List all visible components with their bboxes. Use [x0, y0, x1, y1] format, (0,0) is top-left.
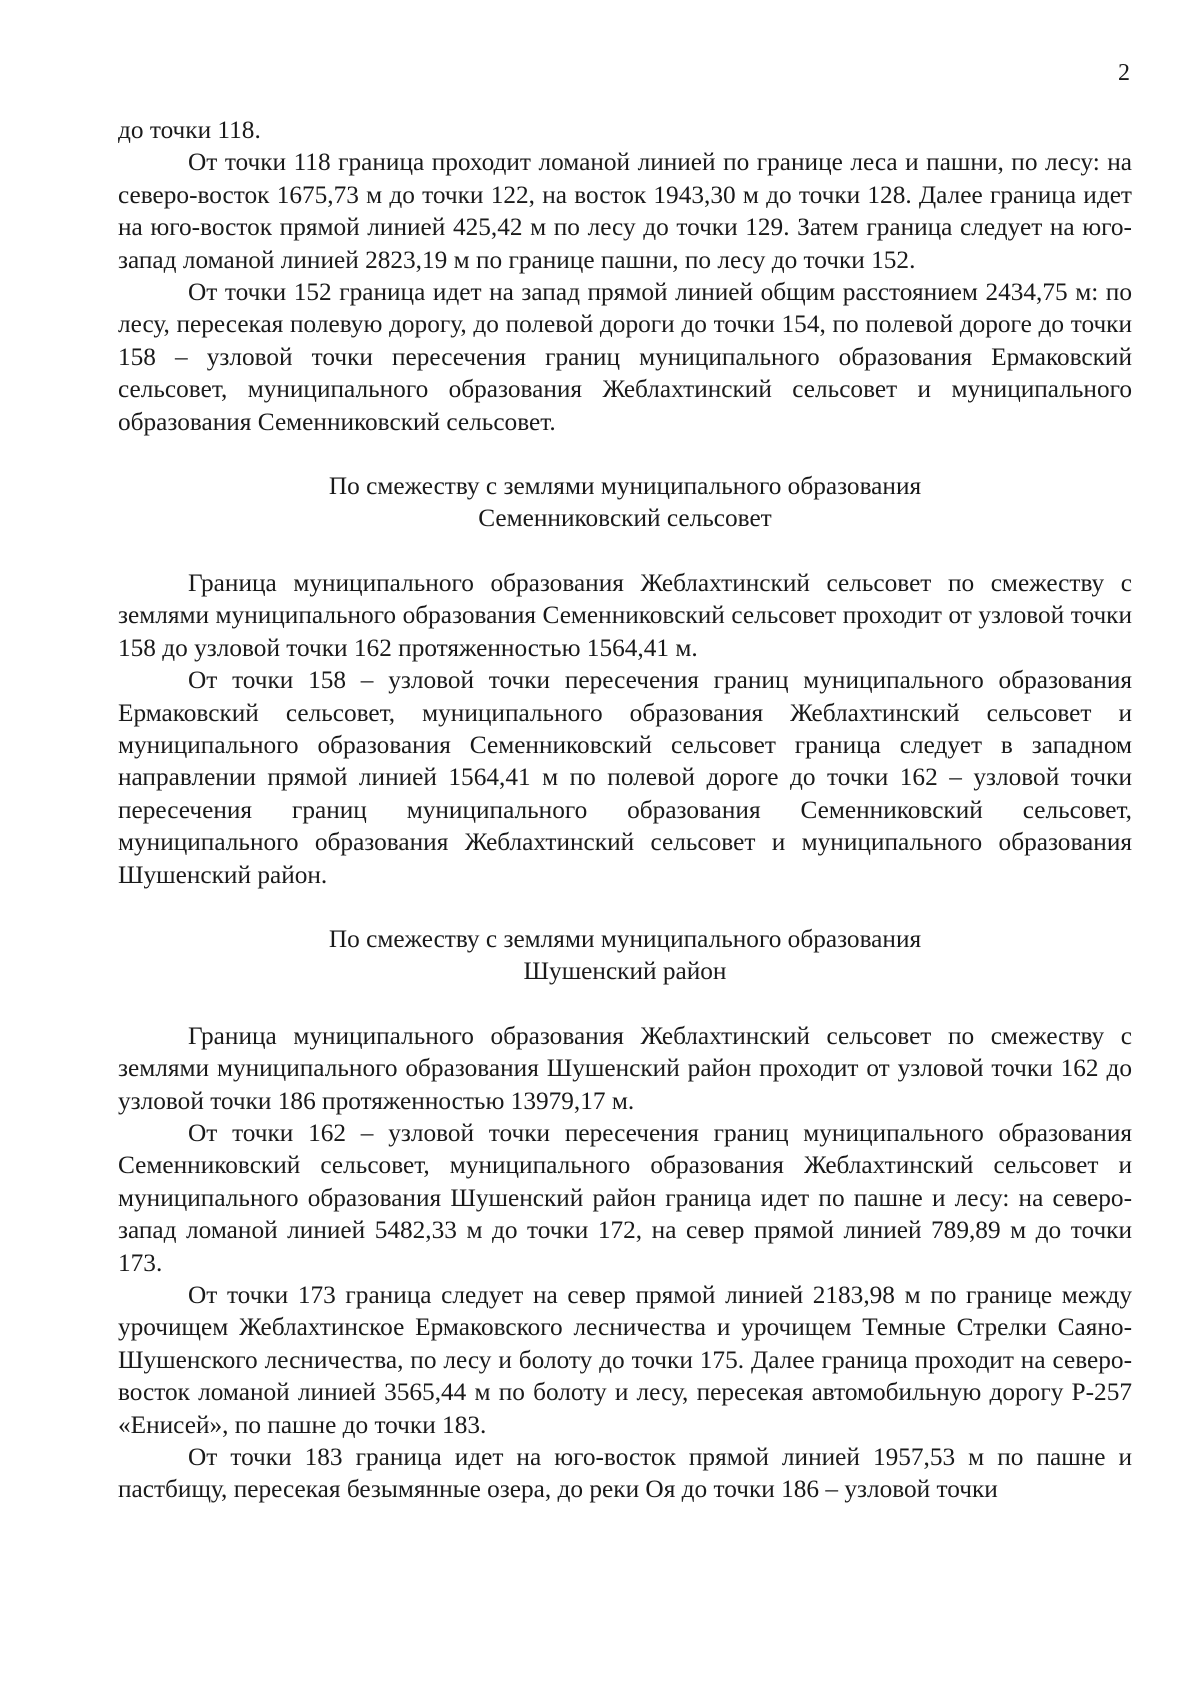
- section-heading-line: По смежеству с землями муниципального образования: [328, 472, 922, 501]
- document-body: [118, 114, 1132, 1506]
- page-number: 2: [1118, 60, 1130, 86]
- paragraph: Граница муниципального образования Жеблахтинский сельсовет по смежеству с землями муниципального образования Семенниковский сельсовет проходит от узловой точки 158 до узловой точки 162 протяженностью 1564,41 м.: [118, 568, 1132, 662]
- paragraph: От точки 183 граница идет на юго-восток прямой линией 1957,53 м по пашне и пастбищу, пересекая безымянные озера, до реки Оя до точки 186 – узловой точки: [118, 1443, 1132, 1504]
- section-heading: [118, 470, 1132, 535]
- paragraph: до точки 118.: [118, 116, 261, 144]
- section-heading-line: По смежеству с землями муниципального образования: [328, 924, 922, 953]
- section-heading-line: Семенниковский сельсовет: [478, 504, 772, 533]
- spacer: [118, 891, 1132, 923]
- paragraph: От точки 152 граница идет на запад прямой линией общим расстоянием 2434,75 м: по лесу, пересекая полевую дорогу, до полевой дороги до точки 154, по полевой дороге до точки 158 – узловой точки пересечения границ муниципального образования Ермаковский сельсовет, муниципального образования Жеблахтинский сельсовет и муниципального образования Семенниковский сельсовет.: [118, 278, 1132, 436]
- section-heading-line: Шушенский район: [523, 957, 727, 986]
- paragraph: От точки 173 граница следует на север прямой линией 2183,98 м по границе между урочищем Жеблахтинское Ермаковского лесничества и урочищем Темные Стрелки Саяно-Шушенского лесничества, по лесу и болоту до точки 175. Далее граница проходит на северо-восток ломаной линией 3565,44 м по болоту и лесу, пересекая автомобильную дорогу Р-257 «Енисей», по пашне до точки 183.: [118, 1281, 1132, 1439]
- paragraph: От точки 162 – узловой точки пересечения границ муниципального образования Семенниковский сельсовет, муниципального образования Жеблахтинский сельсовет и муниципального образования Шушенский район граница идет по пашне и лесу: на северо-запад ломаной линией 5482,33 м до точки 172, на север прямой линией 789,89 м до точки 173.: [118, 1118, 1132, 1277]
- spacer: [118, 988, 1132, 1020]
- paragraph: От точки 158 – узловой точки пересечения границ муниципального образования Ермаковский сельсовет, муниципального образования Жеблахтинский сельсовет и муниципального образования Семенниковский сельсовет граница следует в западном направлении прямой линией 1564,41 м по полевой дороге до точки 162 – узловой точки пересечения границ муниципального образования Семенниковский сельсовет, муниципального образования Жеблахтинский сельсовет и муниципального образования Шушенский район.: [118, 666, 1132, 889]
- spacer: [118, 438, 1132, 470]
- paragraph: Граница муниципального образования Жеблахтинский сельсовет по смежеству с землями муниципального образования Шушенский район проходит от узловой точки 162 до узловой точки 186 протяженностью 13979,17 м.: [118, 1021, 1132, 1115]
- section-heading: [118, 923, 1132, 988]
- spacer: [118, 535, 1132, 567]
- paragraph: От точки 118 граница проходит ломаной линией по границе леса и пашни, по лесу: на северо-восток 1675,73 м до точки 122, на восток 1943,30 м до точки 128. Далее граница идет на юго-восток прямой линией 425,42 м по лесу до точки 129. Затем граница следует на юго-запад ломаной линией 2823,19 м по границе пашни, по лесу до точки 152.: [118, 148, 1132, 274]
